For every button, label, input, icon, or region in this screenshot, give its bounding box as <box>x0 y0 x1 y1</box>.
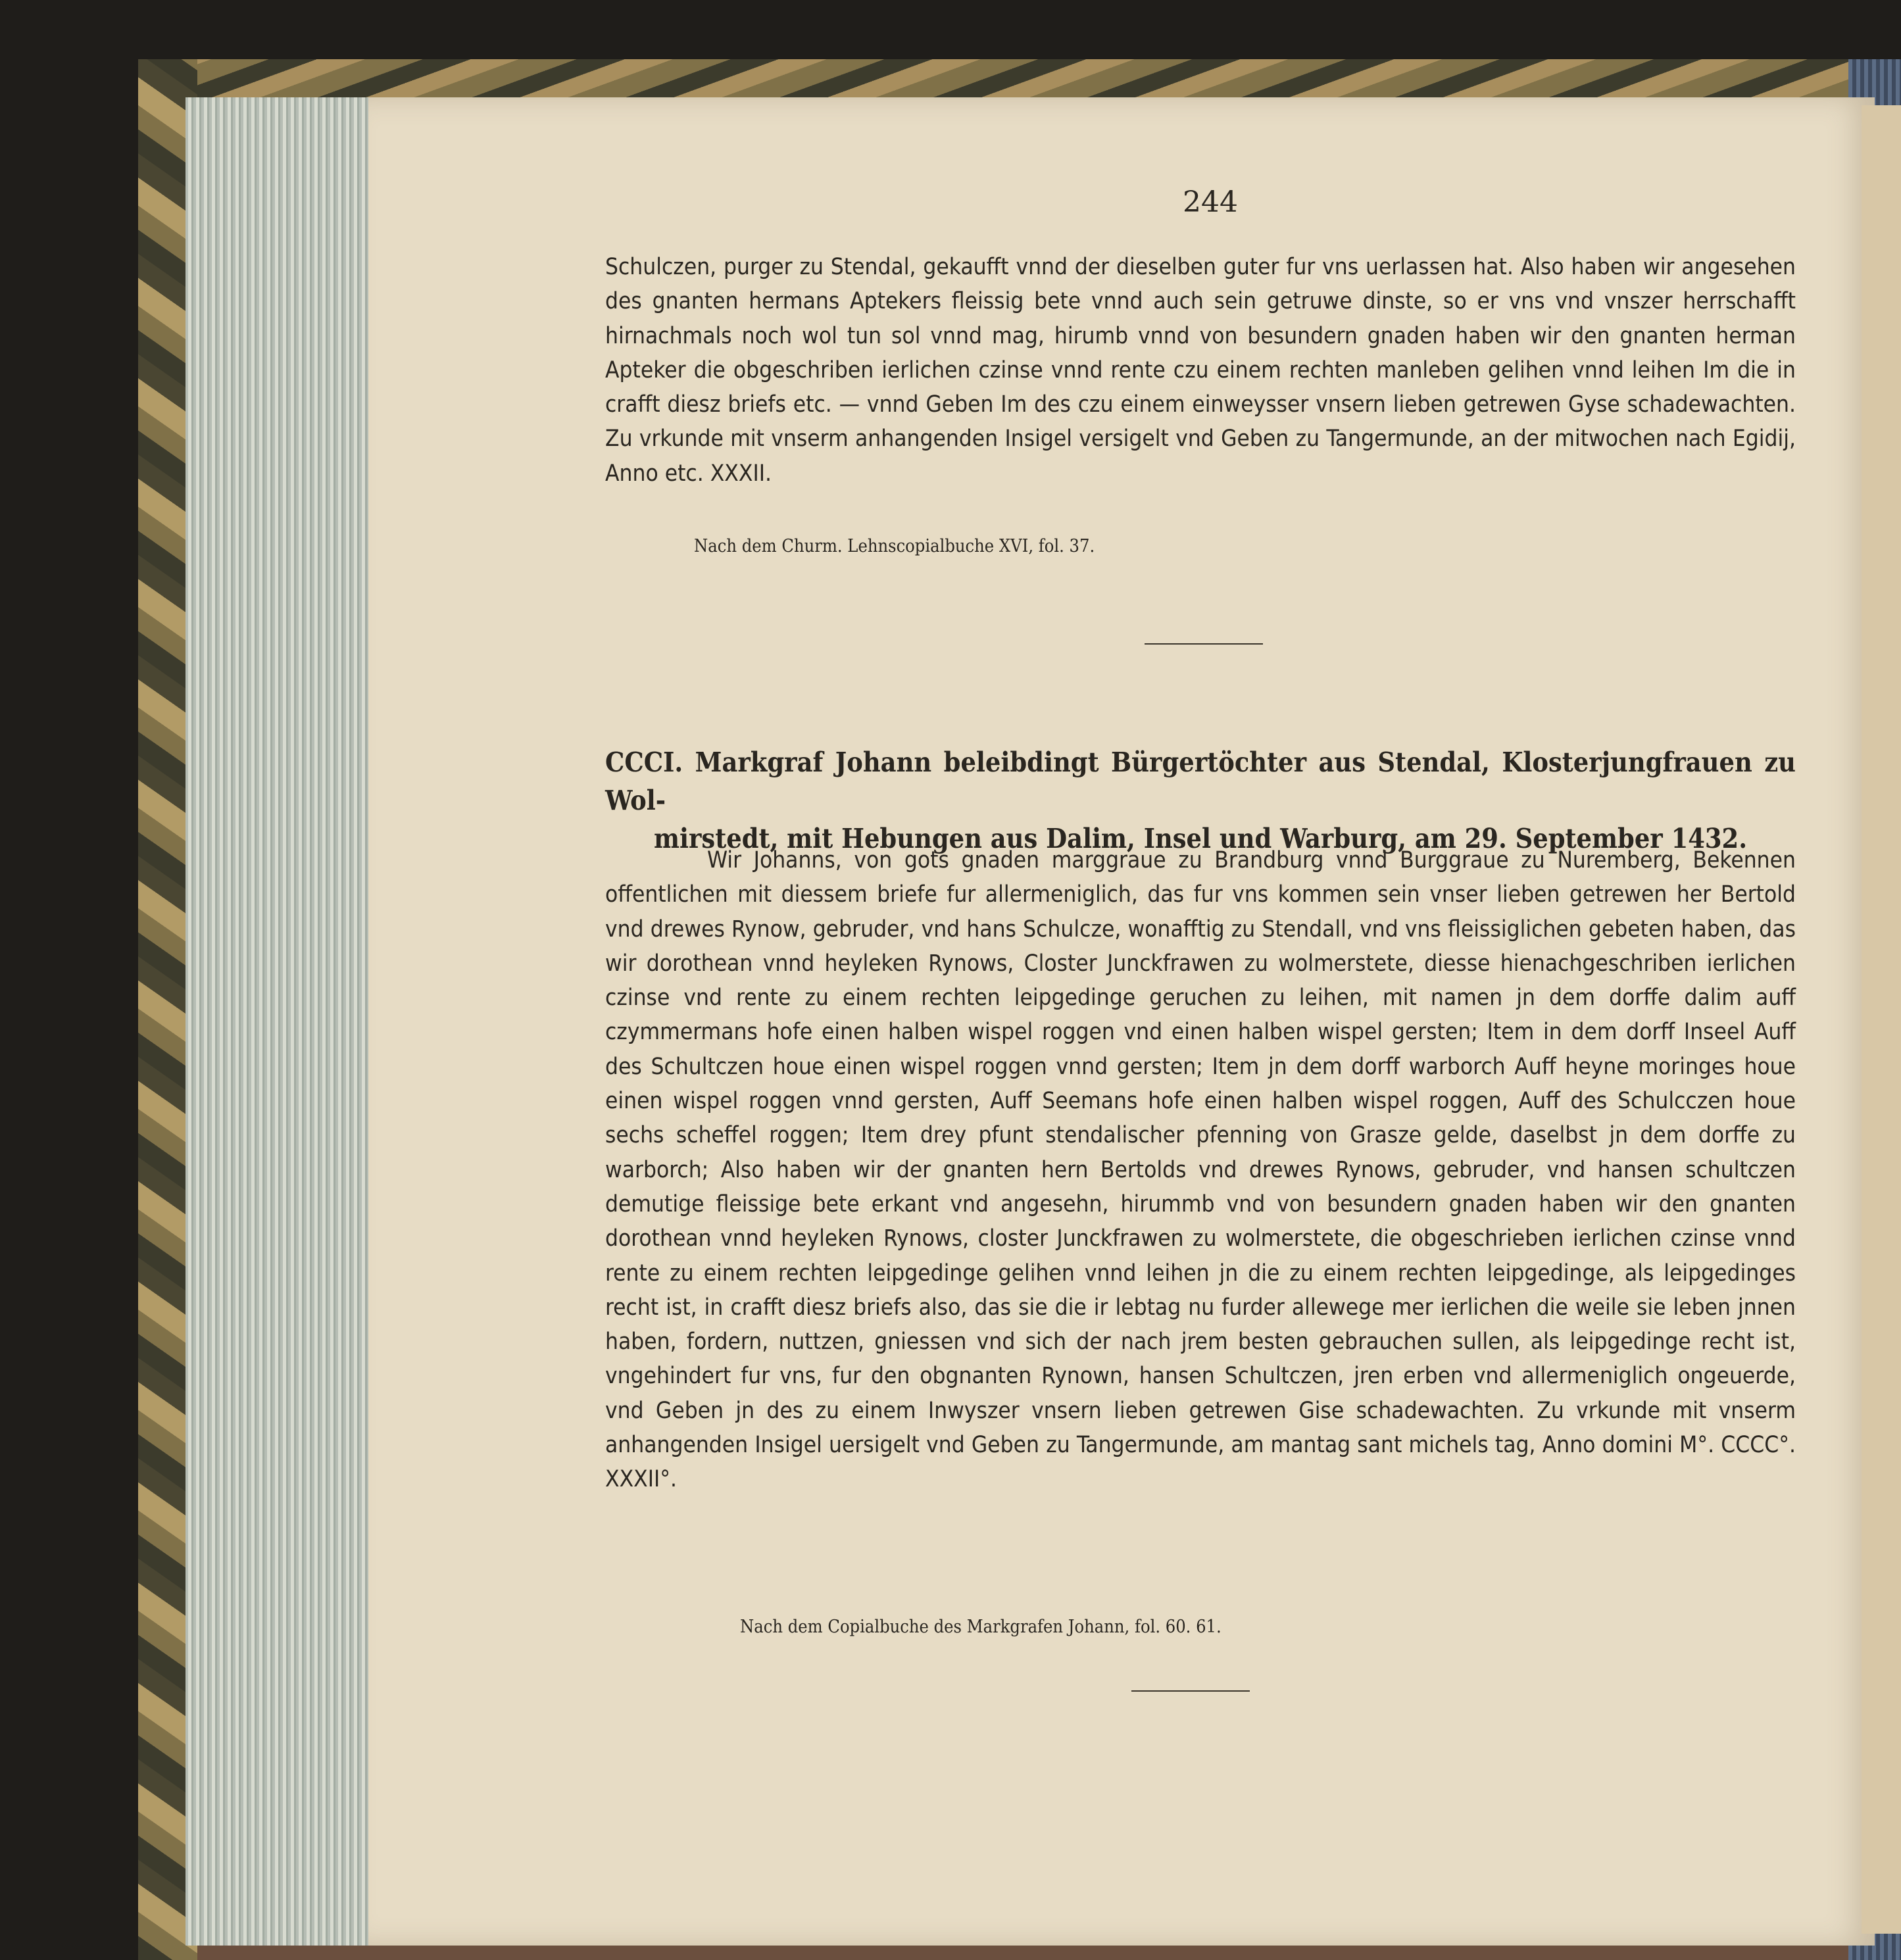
heading-line-1: CCCI. Markgraf Johann beleibdingt Bürgertöchter aus Stendal, Klosterjungfrauen zu Wol- <box>605 747 1796 816</box>
continuation-paragraph: Schulczen, purger zu Stendal, gekaufft vnnd der dieselben guter fur vns uerlassen hat. Also haben wir angesehen des gnanten hermans Aptekers fleissig bete vnnd auch sein getruwe dinste, so er vns vnd vnszer herrschafft hirnachmals noch wol tun sol vnnd mag, hirumb vnnd von besundern gnaden haben wir den gnanten herman Apteker die obgeschriben ierlichen czinse vnnd rente czu einem rechten manleben gelihen vnnd leihen Im die in crafft diesz briefs etc. — vnnd Geben Im des czu einem einweysser vnsern lieben getrewen Gyse schadewachten. Zu vrkunde mit vnserm anhangenden Insigel versigelt vnd Geben zu Tangermunde, an der mitwochen nach Egidij, Anno etc. XXXII. <box>605 254 1796 487</box>
main-paragraph: Wir Johanns, von gots gnaden marggraue zu Brandburg vnnd Burggraue zu Nuremberg, Bekennen offentlichen mit diessem briefe fur allermeniglich, das fur vns kommen sein vnser lieben getrewen her Bertold vnd drewes Rynow, gebruder, vnd hans Schulcze, wonafftig zu Stendall, vnd vns fleissiglichen gebeten haben, das wir dorothean vnnd heyleken Rynows, Closter Junckfrawen zu wolmerstete, diesse hienachgeschriben ierlichen czinse vnd rente zu einem rechten leipgedinge geruchen zu leihen, mit namen jn dem dorffe dalim auff czymmermans hofe einen halben wispel roggen vnd einen halben wispel gersten; Item in dem dorff Inseel Auff des Schultczen houe einen wispel roggen vnnd gersten; Item jn dem dorff warborch Auff heyne moringes houe einen wispel roggen vnnd gersten, Auff Seemans hofe einen halben wispel roggen, Auff des Schulcczen houe sechs scheffel roggen; Item drey pfunt stendalischer pfenning von Grasze gelde, daselbst jn dem dorffe zu warborch; Also haben wir der gnanten hern Bertolds vnd drewes Rynows, gebruder, vnd hansen schultczen demutige fleissige bete erkant vnd angesehn, hirummb vnd von besundern gnaden haben wir den gnanten dorothean vnnd heyleken Rynows, closter Junckfrawen zu wolmerstete, die obgeschrieben ierlichen czinse vnnd rente zu einem rechten leipgedinge gelihen vnnd leihen jn die zu einem rechten leipgedinge, als leipgedinges recht ist, in crafft diesz briefs also, das sie die ir lebtag nu furder allewege mer ierlichen die weile sie leben jnnen haben, fordern, nuttzen, gniessen vnd sich der nach jrem besten gebrauchen sullen, als leipgedinge recht ist, vngehindert fur vns, fur den obgnanten Rynown, hansen Schultczen, jren erben vnd allermeniglich ongeuerde, vnd Geben jn des zu einem Inwyszer vnsern lieben getrewen Gise schadewachten. Zu vrkunde mit vnserm anhangenden Insigel uersigelt vnd Geben zu Tangermunde, am mantag sant michels tag, Anno domini M°. CCCC°. XXXII°. <box>605 847 1796 1493</box>
heading-line-2: mirstedt, mit Hebungen aus Dalim, Insel und Warburg, am 29. September 1432. <box>653 823 1748 854</box>
section-divider <box>1145 643 1263 645</box>
source-note-2: Nach dem Copialbuche des Markgrafen Johann, fol. 60. 61. <box>740 1617 1222 1637</box>
marbled-edge-top <box>197 59 1901 99</box>
end-divider <box>1131 1690 1250 1692</box>
page-edges <box>185 97 370 1946</box>
source-note-1: Nach dem Churm. Lehnscopialbuche XVI, fol. 37. <box>694 536 1095 556</box>
page-number: 244 <box>1183 185 1238 219</box>
document-heading <box>605 743 1796 858</box>
facing-page-edge <box>1862 105 1901 1934</box>
